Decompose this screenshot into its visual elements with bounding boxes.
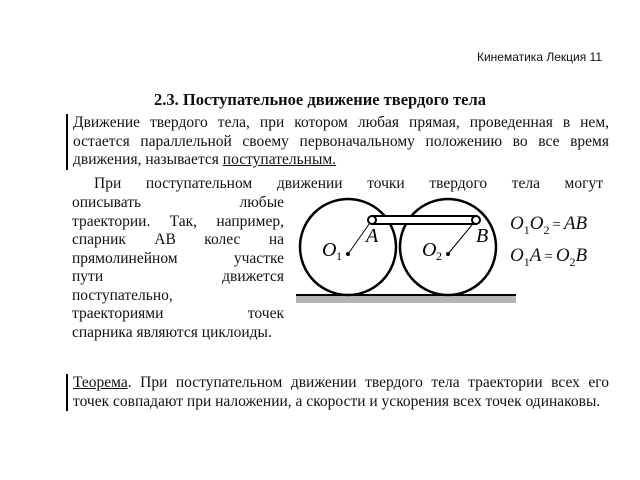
wheel-2 bbox=[400, 199, 496, 295]
theorem-term: Теорема bbox=[73, 374, 128, 391]
left-line: траекториями точек bbox=[72, 305, 284, 322]
eq2-equals: = bbox=[544, 249, 553, 265]
left-line: описывать любые bbox=[72, 194, 284, 211]
coupling-rod-AB bbox=[372, 216, 476, 224]
label-A: A bbox=[366, 225, 379, 247]
eq1-O1: O bbox=[510, 213, 524, 234]
eq2-sub2: 2 bbox=[569, 254, 576, 269]
equation-O1O2-AB bbox=[510, 213, 587, 238]
eq2-A: A bbox=[529, 245, 542, 266]
ground-rail bbox=[296, 295, 516, 303]
definition-text: Движение твердого тела, при котором любая прямая, проведенная в нем, остается параллельной своему первоначальному положению во все время движения, называется bbox=[73, 114, 609, 168]
eq1-sub2: 2 bbox=[543, 222, 550, 237]
eq2-sub1: 1 bbox=[523, 254, 530, 269]
eq1-AB: AB bbox=[563, 213, 588, 234]
center-O1-dot bbox=[346, 252, 350, 256]
equation-O1A-O2B bbox=[510, 245, 587, 270]
definition-block bbox=[66, 114, 609, 170]
radius-O2B bbox=[448, 220, 476, 254]
slide-header: Кинематика Лекция 11 bbox=[476, 50, 602, 64]
eq1-O2: O bbox=[529, 213, 544, 234]
eq2-B: B bbox=[575, 245, 588, 266]
label-O2: O bbox=[422, 239, 437, 261]
theorem-block bbox=[66, 374, 609, 411]
definition-term: поступательным. bbox=[222, 151, 337, 168]
label-O1: O bbox=[322, 239, 337, 261]
section-title: 2.3. Поступательное движение твердого тела bbox=[154, 90, 486, 109]
left-column-text bbox=[72, 194, 284, 342]
left-line: пути движется bbox=[72, 268, 284, 285]
left-line: прямолинейном участке bbox=[72, 249, 284, 267]
eq2-O2: O bbox=[555, 245, 570, 266]
left-line: спарник AB колес на bbox=[72, 231, 284, 248]
label-O1-sub: 1 bbox=[336, 249, 342, 263]
wheel-1 bbox=[300, 199, 396, 295]
eq1-equals: = bbox=[552, 217, 561, 233]
left-line: траектории. Так, например, bbox=[72, 212, 284, 230]
eq2-O1: O bbox=[510, 245, 524, 266]
label-O2-sub: 2 bbox=[436, 249, 442, 263]
theorem-text: . При поступательном движении твердого тела траектории всех его точек совпадают при наложении, а скорости и ускорения всех точек одинаковы. bbox=[73, 374, 609, 410]
intro-line: При поступательном движении точки твердого тела могут bbox=[94, 175, 603, 192]
eq1-sub1: 1 bbox=[523, 222, 530, 237]
point-B-marker bbox=[472, 216, 480, 224]
left-line: спарника являются циклоиды. bbox=[72, 323, 272, 341]
center-O2-dot bbox=[446, 252, 450, 256]
label-B: B bbox=[476, 225, 489, 247]
left-line: поступательно, bbox=[72, 286, 173, 304]
point-A-marker bbox=[368, 216, 376, 224]
